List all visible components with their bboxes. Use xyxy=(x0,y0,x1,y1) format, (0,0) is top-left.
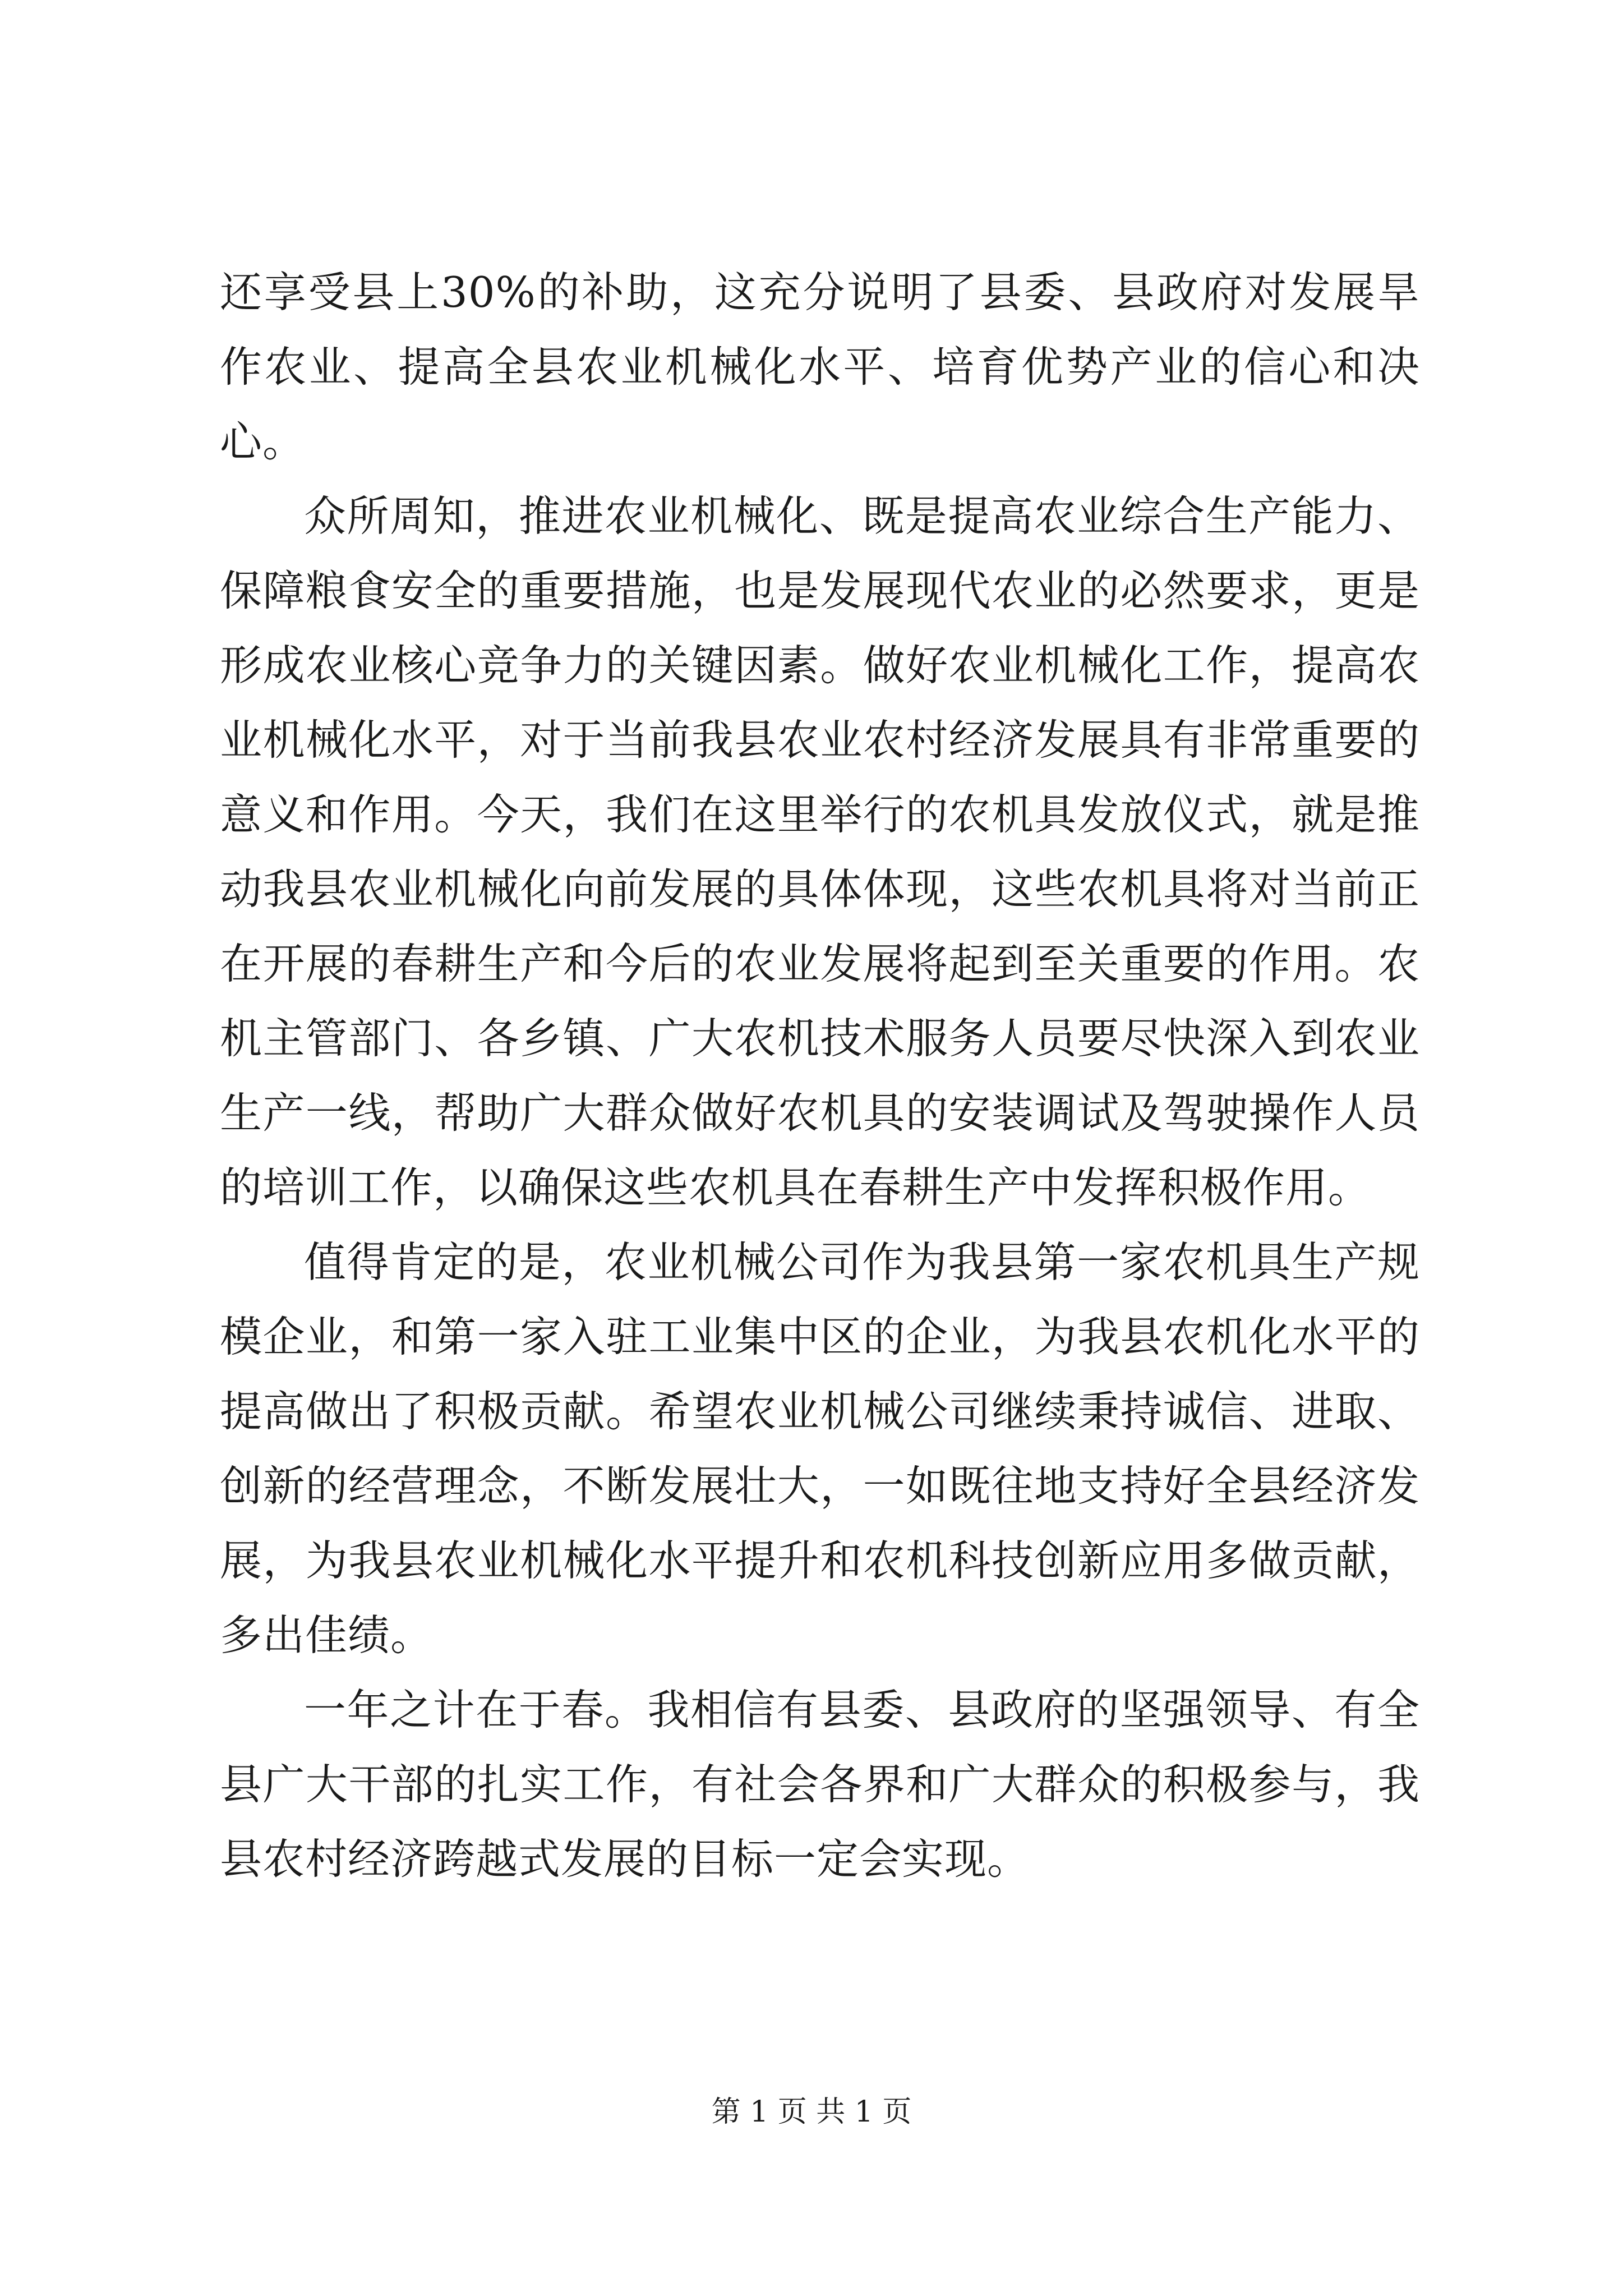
paragraph-1: 还享受县上30%的补助，这充分说明了县委、县政府对发展旱作农业、提高全县农业机械化水平、培育优势产业的信心和决心。 xyxy=(220,268,1420,466)
paragraph-3: 值得肯定的是，农业机械公司作为我县第一家农机具生产规模企业，和第一家入驻工业集中区的企业，为我县农机化水平的提高做出了积极贡献。希望农业机械公司继续秉持诚信、进取、创新的经营理念，不断发展壮大，一如既往地支持好全县经济发展，为我县农业机械化水平提升和农机科技创新应用多做贡献，多出佳绩。 xyxy=(220,1237,1420,1660)
paragraph-4: 一年之计在于春。我相信有县委、县政府的坚强领导、有全县广大干部的扎实工作，有社会各界和广大群众的积极参与，我县农村经济跨越式发展的目标一定会实现。 xyxy=(220,1685,1420,1884)
page-number-footer: 第 1 页 共 1 页 xyxy=(711,2095,912,2129)
paragraph-2: 众所周知，推进农业机械化、既是提高农业综合生产能力、保障粮食安全的重要措施，也是发展现代农业的必然要求，更是形成农业核心竞争力的关键因素。做好农业机械化工作，提高农业机械化水平，对于当前我县农业农村经济发展具有非常重要的意义和作用。今天，我们在这里举行的农机具发放仪式，就是推动我县农业机械化向前发展的具体体现，这些农机具将对当前正在开展的春耕生产和今后的农业发展将起到至关重要的作用。农机主管部门、各乡镇、广大农机技术服务人员要尽快深入到农业生产一线，帮助广大群众做好农机具的安装调试及驾驶操作人员的培训工作，以确保这些农机具在春耕生产中发挥积极作用。 xyxy=(220,491,1420,1212)
document-body xyxy=(220,255,1420,1897)
